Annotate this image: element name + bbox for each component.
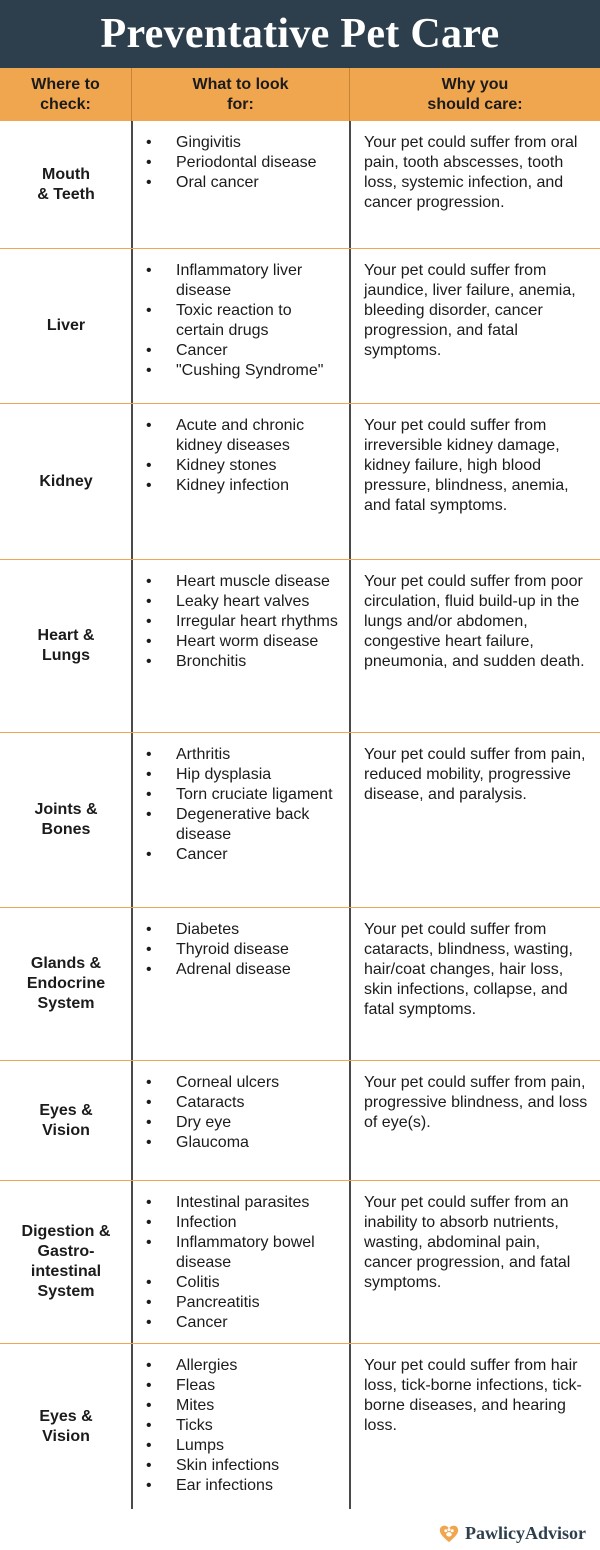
list-item: • Cataracts xyxy=(146,1093,344,1113)
list-item: • Thyroid disease xyxy=(146,940,344,960)
list-item: • Torn cruciate ligament xyxy=(146,785,344,805)
check-area: Liver xyxy=(46,317,86,334)
why-text: Your pet could suffer from poor circulation, fluid build-up in the lungs and/or abdomen, congestive heart failure, pneumonia, and sudden death. xyxy=(364,573,585,670)
list-item: • Toxic reaction to certain drugs xyxy=(146,301,344,341)
list-item: • Adrenal disease xyxy=(146,960,344,980)
header-where: Where to check: xyxy=(0,68,132,121)
check-area: Eyes & Vision xyxy=(39,1101,93,1139)
symptom-list xyxy=(132,733,350,907)
list-item: • Bronchitis xyxy=(146,652,344,672)
why-text: Your pet could suffer from oral pain, tooth abscesses, tooth loss, systemic infection, and cancer progression. xyxy=(364,134,578,211)
symptom-list xyxy=(132,1181,350,1343)
symptom-list xyxy=(132,908,350,1060)
why-text: Your pet could suffer from hair loss, tick-borne infections, tick-borne diseases, and hearing loss. xyxy=(364,1357,582,1434)
table-row xyxy=(0,1061,600,1181)
list-item: • Kidney stones xyxy=(146,456,344,476)
table-row xyxy=(0,1344,600,1509)
table-header xyxy=(0,68,600,121)
list-item: • Kidney infection xyxy=(146,476,344,496)
list-item: • Corneal ulcers xyxy=(146,1073,344,1093)
why-text: Your pet could suffer from an inability to absorb nutrients, wasting, abdominal pain, cancer progression, and fatal symptoms. xyxy=(364,1194,571,1291)
check-area: Digestion & Gastro- intestinal System xyxy=(21,1223,111,1300)
list-item: • Gingivitis xyxy=(146,133,344,153)
page-title: Preventative Pet Care xyxy=(100,11,500,57)
list-item: • Leaky heart valves xyxy=(146,592,344,612)
list-item: • Infection xyxy=(146,1213,344,1233)
list-item: • Glaucoma xyxy=(146,1133,344,1153)
symptom-list xyxy=(132,121,350,248)
brand-logo[interactable] xyxy=(438,1518,586,1548)
list-item: • Acute and chronic kidney diseases xyxy=(146,416,344,456)
list-item: • Cancer xyxy=(146,845,344,865)
list-item: • Degenerative back disease xyxy=(146,805,344,845)
symptom-list xyxy=(132,404,350,559)
check-area: Joints & Bones xyxy=(34,801,98,838)
why-text: Your pet could suffer from pain, progressive blindness, and loss of eye(s). xyxy=(364,1074,588,1131)
list-item: • Heart muscle disease xyxy=(146,572,344,592)
list-item: • Intestinal parasites xyxy=(146,1193,344,1213)
table-row xyxy=(0,1181,600,1344)
list-item: • Dry eye xyxy=(146,1113,344,1133)
list-item: • Cancer xyxy=(146,1313,344,1333)
check-area: Kidney xyxy=(39,472,93,490)
header-why: Why you should care: xyxy=(427,75,523,113)
table-row xyxy=(0,121,600,249)
table-row xyxy=(0,733,600,908)
list-item: • Ear infections xyxy=(146,1476,344,1496)
list-item: • Heart worm disease xyxy=(146,632,344,652)
table-row xyxy=(0,908,600,1061)
list-item: • Cancer xyxy=(146,341,344,361)
symptom-list xyxy=(132,1061,350,1180)
list-item: • Ticks xyxy=(146,1416,344,1436)
check-area: Glands & Endocrine System xyxy=(26,955,106,1012)
list-item: • Periodontal disease xyxy=(146,153,344,173)
symptom-list xyxy=(132,249,350,403)
table-row xyxy=(0,560,600,733)
list-item: • Hip dysplasia xyxy=(146,765,344,785)
why-text: Your pet could suffer from pain, reduced mobility, progressive disease, and paralysis. xyxy=(364,746,586,803)
list-item: • Oral cancer xyxy=(146,173,344,193)
list-item: • Arthritis xyxy=(146,745,344,765)
brand-name: PawlicyAdvisor xyxy=(465,1522,586,1543)
check-area: Heart & Lungs xyxy=(37,627,95,664)
table-row xyxy=(0,404,600,560)
list-item: • Inflammatory bowel disease xyxy=(146,1233,344,1273)
list-item: • Diabetes xyxy=(146,920,344,940)
list-item: • Fleas xyxy=(146,1376,344,1396)
symptom-list xyxy=(132,1344,350,1509)
check-area: Mouth & Teeth xyxy=(37,165,95,203)
list-item: • Irregular heart rhythms xyxy=(146,612,344,632)
care-table xyxy=(0,121,600,1509)
list-item: • Lumps xyxy=(146,1436,344,1456)
table-row xyxy=(0,249,600,404)
check-area: Eyes & Vision xyxy=(39,1407,93,1445)
list-item: • Mites xyxy=(146,1396,344,1416)
paw-heart-icon xyxy=(438,1522,460,1544)
list-item: • Pancreatitis xyxy=(146,1293,344,1313)
why-text: Your pet could suffer from jaundice, liver failure, anemia, bleeding disorder, cancer progression, and fatal symptoms. xyxy=(364,262,576,359)
list-item: • Skin infections xyxy=(146,1456,344,1476)
why-text: Your pet could suffer from cataracts, blindness, wasting, hair/coat changes, hair loss, skin infections, collapse, and fatal symptoms. xyxy=(364,921,573,1018)
list-item: • Colitis xyxy=(146,1273,344,1293)
list-item: • "Cushing Syndrome" xyxy=(146,361,344,381)
list-item: • Allergies xyxy=(146,1356,344,1376)
symptom-list xyxy=(132,560,350,732)
title-banner xyxy=(0,0,600,68)
list-item: • Inflammatory liver disease xyxy=(146,261,344,301)
header-what: What to look for: xyxy=(132,68,350,121)
why-text: Your pet could suffer from irreversible kidney damage, kidney failure, high blood pressure, blindness, anemia, and fatal symptoms. xyxy=(364,417,569,514)
